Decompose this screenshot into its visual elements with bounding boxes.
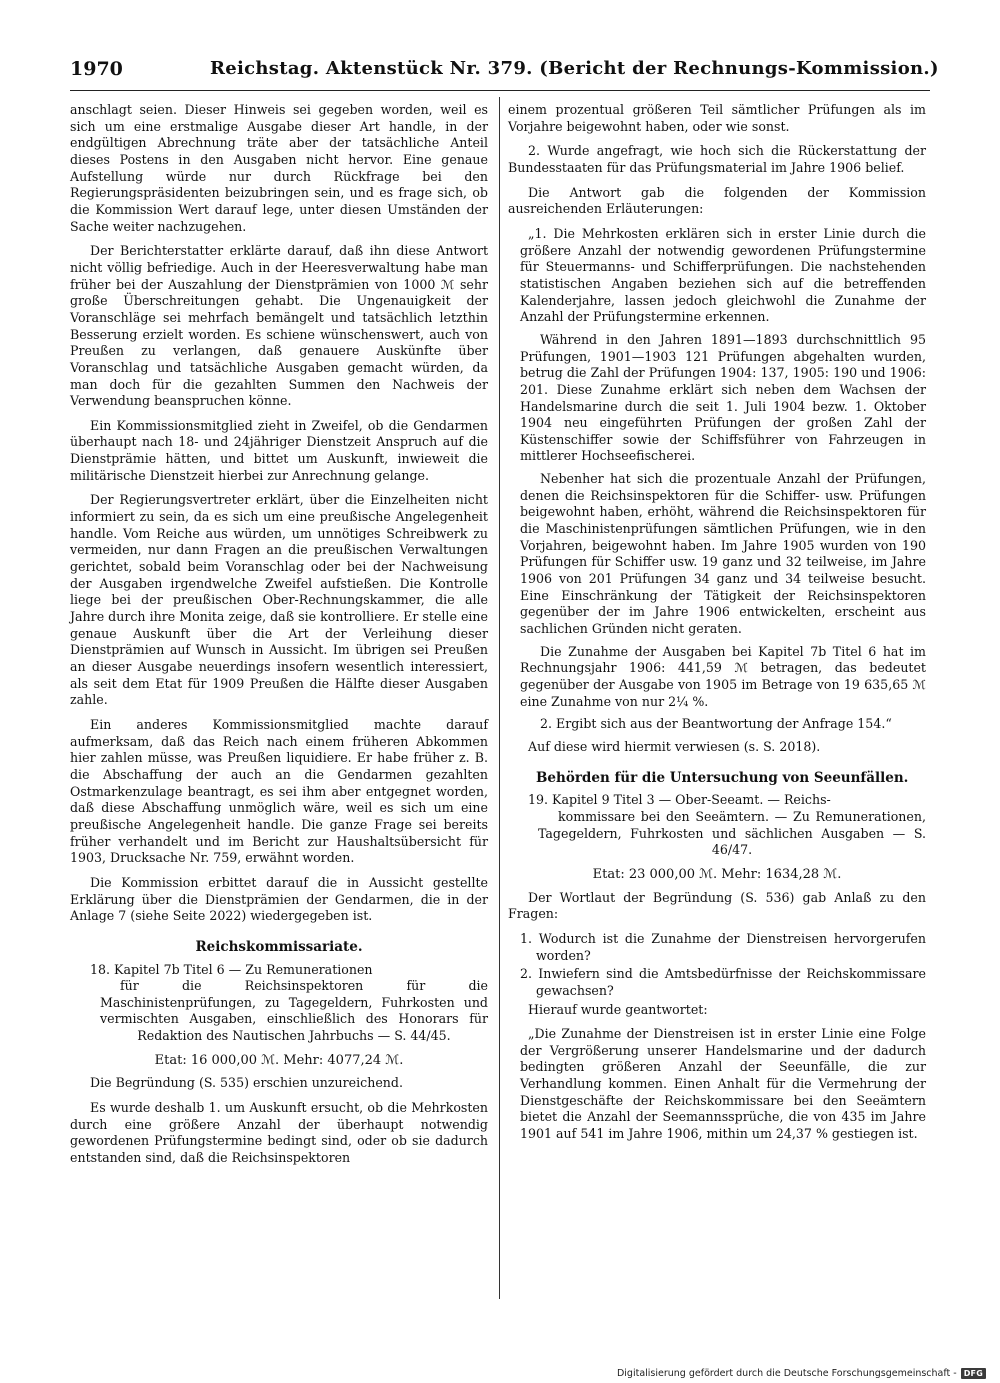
paragraph: Die Kommission erbittet darauf die in Aussicht gestellte Erklärung über die Dienstprämien der Gendarmen, die in der Anlage 7 (siehe Seite 2022) wiedergegeben ist. [70, 874, 488, 924]
quoted-paragraph: „1. Die Mehrkosten erklären sich in erster Linie durch die größere Anzahl der notwendig gewordenen Prüfungstermine für Steuermanns- und Schifferprüfungen. Die nachstehenden statistischen Angaben beziehen sich auf die betreffenden Kalenderjahre, lassen jedoch gleichwohl die Zunahme der Anzahl der Prüfungstermine erkennen. [520, 225, 926, 325]
paragraph: Hierauf wurde geantwortet: [528, 1001, 708, 1017]
paragraph: Der Berichterstatter erklärte darauf, daß ihn diese Antwort nicht völlig befriedige. Auch in der Heeresverwaltung habe man früher bei der Auszahlung der Dienstprämien von 1000 ℳ sehr große Überschreitungen gehabt. Die Ungenauigkeit der Voranschläge sei mehrfach bemängelt und tatsächlich letzthin Besserung erzielt worden. Es schiene wünschenswert, auch von Preußen zu verlangen, daß genauere Auskünfte über Voranschlag und tatsächliche Ausgaben gemacht würden, da man doch für die gezahlten Summen den Nachweis der Verwendung beanspruchen könne. [70, 243, 488, 409]
section-heading: Behörden für die Untersuchung von Seeunfällen. [536, 769, 909, 786]
paragraph: Ein Kommissionsmitglied zieht in Zweifel, ob die Gendarmen überhaupt nach 18- und 24jähriger Dienstzeit Anspruch auf die Dienstprämie hätten, und bittet um Auskunft, inwieweit die militärische Dienstzeit hierbei zur Anrechnung gelange. [70, 417, 488, 483]
quoted-paragraph: 2. Ergibt sich aus der Beantwortung der Anfrage 154.“ [540, 716, 892, 732]
list-item: 2. Inwiefern sind die Amtsbedürfnisse der Reichskommissare gewachsen? [520, 966, 926, 998]
chapter-continuation: kommissare bei den Seeämtern. — Zu Remunerationen, Tagegeldern, Fuhrkosten und sächlichen Ausgaben — S. 46/47. [538, 808, 926, 858]
dfg-logo: DFG [961, 1368, 986, 1379]
quoted-paragraph: Während in den Jahren 1891—1893 durchschnittlich 95 Prüfungen, 1901—1903 121 Prüfungen abgehalten wurden, betrug die Zahl der Prüfungen 1904: 137, 1905: 190 und 1906: 201. Diese Zunahme erklärt sich neben dem Wachsen der Handelsmarine durch die seit 1. Juli 1904 bezw. 1. Oktober 1904 neu eingeführten Prüfungen der großen Zahl der Küstenschiffer sowie der Schiffsführer von Fahrzeugen in mittlerer Hochseefischerei. [520, 331, 926, 464]
running-title: Reichstag. Aktenstück Nr. 379. (Bericht der Rechnungs-Kommission.) [210, 58, 939, 79]
paragraph: Es wurde deshalb 1. um Auskunft ersucht, ob die Mehrkosten durch eine größere Anzahl der überhaupt notwendig gewordenen Prüfungstermine bedingt sind, oder ob sie dadurch entstanden sind, daß die Reichsinspektoren [70, 1100, 488, 1166]
section-heading: Reichskommissariate. [195, 938, 363, 955]
paragraph: anschlagt seien. Dieser Hinweis sei gegeben worden, weil es sich um eine erstmalige Ausgabe dieser Art handle, in der endgültigen Abrechnung träte aber der tatsächliche Anteil dieses Postens in den Ausgaben nicht hervor. Eine genaue Aufstellung würde nur durch Rückfrage bei den Regierungspräsidenten beizubringen sein, und es frage sich, ob die Kommission Wert darauf lege, unter diesen Umständen der Sache weiter nachzugehen. [70, 102, 488, 234]
list-item: 1. Wodurch ist die Zunahme der Dienstreisen hervorgerufen worden? [520, 930, 926, 963]
right-column [508, 102, 926, 1149]
paragraph: Der Wortlaut der Begründung (S. 536) gab Anlaß zu den Fragen: [508, 889, 926, 922]
budget-estimate: Etat: 23 000,00 ℳ. Mehr: 1634,28 ℳ. [592, 866, 842, 882]
paragraph: 2. Wurde angefragt, wie hoch sich die Rückerstattung der Bundesstaaten für das Prüfungsmaterial im Jahre 1906 belief. [508, 143, 926, 175]
header-rule [70, 90, 930, 91]
page-header [70, 58, 939, 88]
chapter-first-line: 19. Kapitel 9 Titel 3 — Ober-Seeamt. — Reichs- [528, 792, 831, 808]
page-number: 1970 [70, 58, 123, 80]
chapter-heading [508, 792, 926, 859]
quoted-paragraph: Die Zunahme der Ausgaben bei Kapitel 7b Titel 6 hat im Rechnungsjahr 1906: 441,59 ℳ betragen, das bedeutet gegenüber der Ausgabe von 1905 im Betrage von 19 635,65 ℳ eine Zunahme von nur 2¼ %. [520, 643, 926, 709]
paragraph: Die Antwort gab die folgenden der Kommission ausreichenden Erläuterungen: [508, 184, 926, 217]
paragraph: Die Begründung (S. 535) erschien unzureichend. [90, 1075, 403, 1091]
quoted-paragraph: Nebenher hat sich die prozentuale Anzahl der Prüfungen, denen die Reichsinspektoren für die Schiffer- usw. Prüfungen beigewohnt haben, erhöht, während die Reichsinspektoren für die Maschinistenprüfungen sämtlichen Prüfungen, wie in den Vorjahren, beigewohnt haben. Im Jahre 1905 wurden von 190 Prüfungen für Schiffer usw. 19 ganz und 32 teilweise, im Jahre 1906 von 201 Prüfungen 34 ganz und 34 teilweise besucht. Eine Einschränkung der Tätigkeit der Reichsinspektoren gegenüber der im Jahre 1906 entwickelten, erscheint aus sachlichen Gründen nicht geraten. [520, 471, 926, 637]
quoted-paragraph: „Die Zunahme der Dienstreisen ist in erster Linie eine Folge der Vergrößerung unserer Handelsmarine und der dadurch bedingten größeren Anzahl der Seeunfälle, die zur Verhandlung kommen. Einen Anhalt für die Vermehrung der Dienstgeschäfte der Reichskommissare bei den Seeämtern bietet die Anzahl der Seemannssprüche, die von 435 im Jahre 1901 auf 541 im Jahre 1906, mithin um 24,37 % gestiegen ist. [520, 1026, 926, 1142]
chapter-first-line: 18. Kapitel 7b Titel 6 — Zu Remunerationen [90, 961, 373, 977]
chapter-heading [70, 962, 488, 1045]
paragraph: Ein anderes Kommissionsmitglied machte darauf aufmerksam, daß das Reich nach einem früheren Abkommen hier zahlen müsse, was Preußen liquidiere. Er habe früher z. B. die Abschaffung der auch an die Gendarmen gezahlten Ostmarkenzulage beantragt, es sei ihm aber entgegnet worden, daß diese Abschaffung unmöglich wäre, weil es sich um eine preußische Angelegenheit handle. Die ganze Frage sei bereits früher verhandelt und im Bericht zur Haushaltsübersicht für 1903, Drucksache Nr. 759, erwähnt worden. [70, 716, 488, 866]
paragraph: Der Regierungsvertreter erklärt, über die Einzelheiten nicht informiert zu sein, da es sich um eine preußische Angelegenheit handle. Vom Reiche aus würden, um unnötiges Schreibwerk zu vermeiden, nur dann Fragen an die preußischen Verwaltungen gerichtet, sobald beim Voranschlag oder bei der Nachweisung der Ausgaben irgendwelche Zweifel aufstießen. Die Kontrolle liege bei der preußischen Ober-Rechnungskammer, die alle Jahre durch ihre Monita zeige, daß sie kontrolliere. Er stelle eine genaue Auskunft über die Art der Verleihung dieser Dienstprämien auf Wunsch in Aussicht. Im übrigen sei Preußen an dieser Ausgabe neuerdings insofern wesentlich interessiert, als seit dem Etat für 1909 Preußen die Hälfte dieser Ausgaben zahle. [70, 492, 488, 708]
chapter-continuation: für die Reichsinspektoren für die Maschinistenprüfungen, zu Tagegeldern, Fuhrkosten und vermischten Ausgaben, einschließlich des Honorars für Redaktion des Nautischen Jahrbuchs — S. 44/45. [100, 978, 488, 1044]
footer [617, 1366, 986, 1380]
paragraph: Auf diese wird hiermit verwiesen (s. S. 2018). [528, 738, 821, 754]
funding-note: Digitalisierung gefördert durch die Deutsche Forschungsgemeinschaft - [616, 1367, 957, 1379]
left-column [70, 102, 488, 1175]
budget-estimate: Etat: 16 000,00 ℳ. Mehr: 4077,24 ℳ. [154, 1052, 404, 1068]
column-divider [499, 97, 500, 1299]
paragraph: einem prozentual größeren Teil sämtlicher Prüfungen als im Vorjahre beigewohnt haben, oder wie sonst. [508, 102, 926, 134]
